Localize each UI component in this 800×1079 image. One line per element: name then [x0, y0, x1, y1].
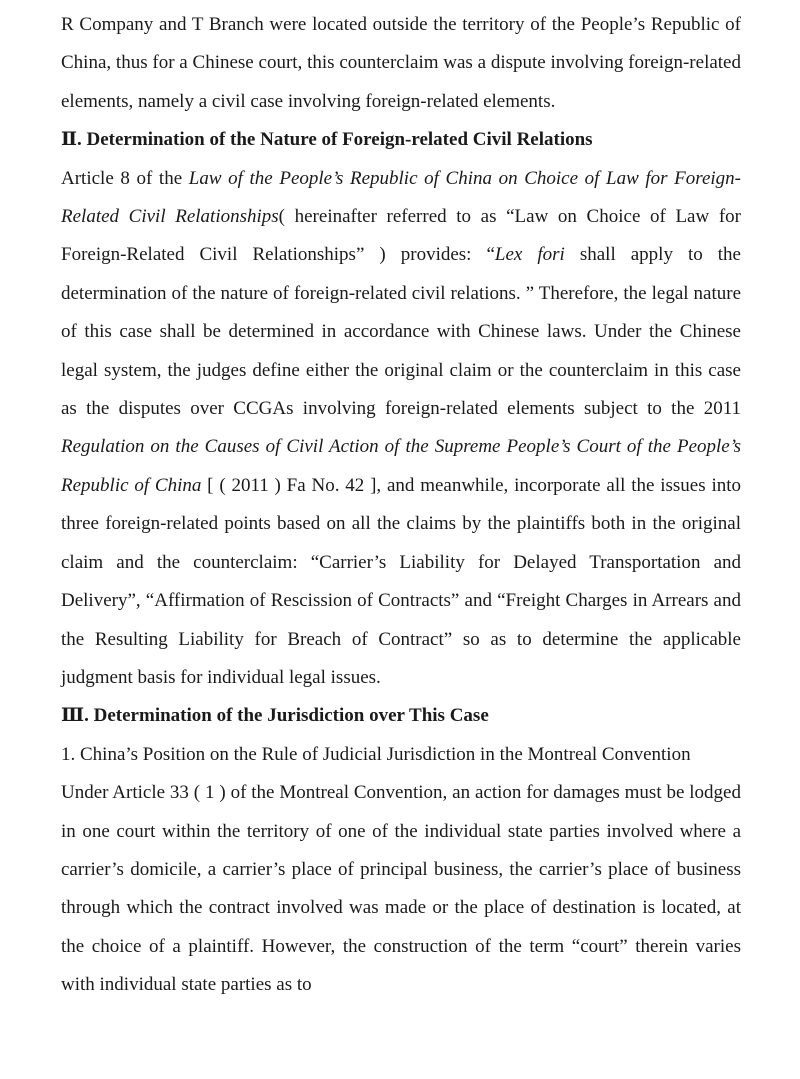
- section-3-subheading: 1. China’s Position on the Rule of Judicial Jurisdiction in the Montreal Convention: [61, 743, 691, 765]
- section-3-paragraph: Under Article 33 ( 1 ) of the Montreal Convention, an action for damages must be lodged in one court within the territory of one of the individual state parties involved where a carrier’s domicile, a carrier’s place of principal business, the carrier’s place of business through which the contract involved was made or the place of destination is located, at the choice of a plaintiff. However, the construction of the term “court” therein varies with individual state parties as to: [61, 782, 741, 996]
- text-run: ( hereinafter referred to as “Law on Choice of Law for Foreign-Related Civil Relationships” ) provides: “: [61, 206, 741, 266]
- lex-fori-term: Lex fori: [494, 244, 565, 266]
- text-run: shall apply to the determination of the nature of foreign-related civil relations. ” Therefore, the legal nature of this case shall be determined in accordance with Chinese laws. Under the Chinese legal system, the judges define either the original claim or the counterclaim in this case as the disputes over CCGAs involving foreign-related elements subject to the 2011: [61, 244, 741, 420]
- intro-paragraph: R Company and T Branch were located outside the territory of the People’s Republic of China, thus for a Chinese court, this counterclaim was a dispute involving foreign-related elements, namely a civil case involving foreign-related elements.: [61, 14, 741, 112]
- law-title: Law of the People’s Republic of China on Choice of Law for Foreign-Related Civil Relationships: [61, 167, 742, 228]
- section-2-heading: Ⅱ. Determination of the Nature of Foreign-related Civil Relations: [61, 129, 593, 151]
- section-3-heading: Ⅲ. Determination of the Jurisdiction over This Case: [61, 705, 489, 727]
- section-2-paragraph: [61, 160, 741, 698]
- regulation-title: Regulation on the Causes of Civil Action of the Supreme People’s Court of the People’s Republic of China: [61, 436, 741, 496]
- text-run: Article 8 of the: [61, 167, 189, 189]
- document-page: [61, 6, 741, 1005]
- text-run: [ ( 2011 ) Fa No. 42 ], and meanwhile, incorporate all the issues into three foreign-related points based on all the claims by the plaintiffs both in the original claim and the counterclaim: “Carrier’s Liability for Delayed Transportation and Delivery”, “Affirmation of Rescission of Contracts” and “Freight Charges in Arrears and the Resulting Liability for Breach of Contract” so as to determine the applicable judgment basis for individual legal issues.: [61, 474, 741, 688]
